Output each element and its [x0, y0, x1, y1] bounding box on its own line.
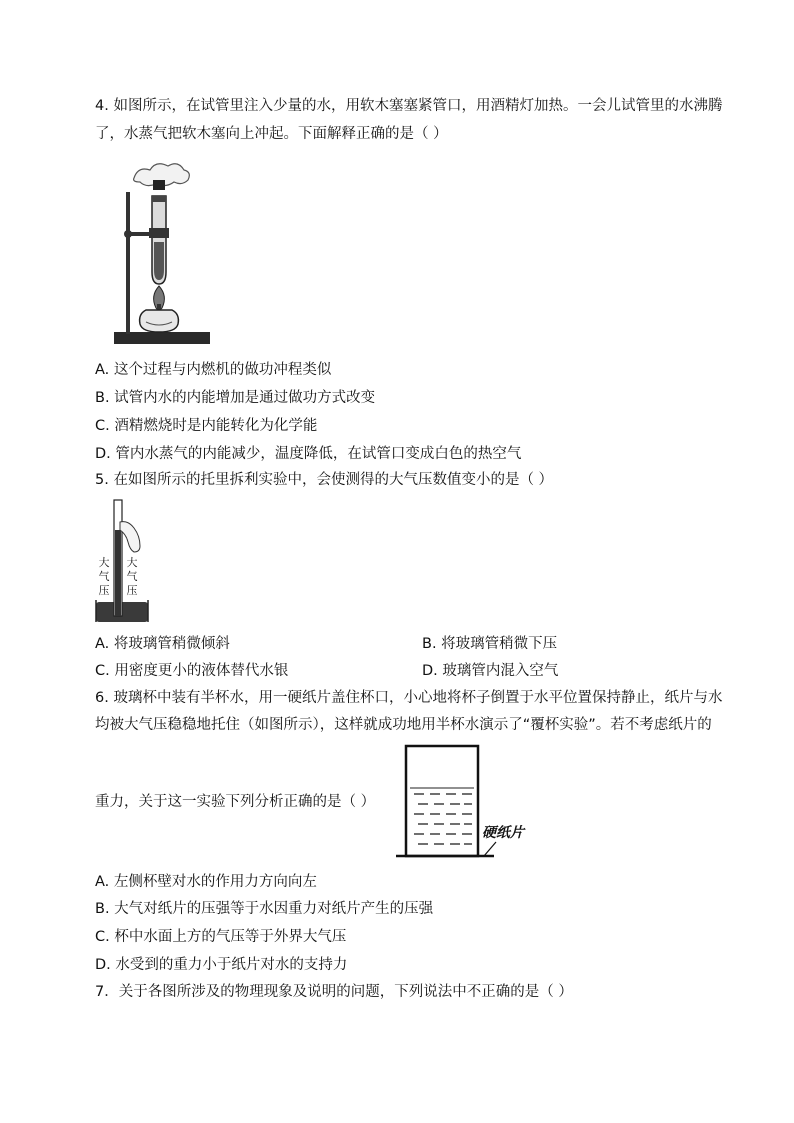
paper-card-label: 硬纸片	[482, 825, 524, 841]
q4-stem-line1: 4. 如图所示，在试管里注入少量的水，用软木塞塞紧管口，用酒精灯加热。一会儿试管里的水沸腾	[95, 98, 723, 114]
mercury-column	[115, 530, 121, 616]
q5-stem: 5. 在如图所示的托里拆利实验中，会使测得的大气压数值变小的是（ ）	[95, 472, 554, 488]
alcohol-lamp	[140, 310, 179, 332]
water-in-tube	[154, 242, 164, 280]
cork	[153, 180, 165, 190]
q5-option-d: D. 玻璃管内混入空气	[422, 663, 559, 679]
q6-inverted-cup-figure	[394, 744, 544, 866]
q6-option-d: D. 水受到的重力小于纸片对水的支持力	[95, 957, 348, 973]
clamp-holder	[149, 228, 169, 238]
cup	[406, 746, 478, 856]
atmospheric-pressure-label-left: 大气压	[98, 556, 110, 597]
q4-option-c: C. 酒精燃烧时是内能转化为化学能	[95, 418, 318, 434]
q6-option-c: C. 杯中水面上方的气压等于外界大气压	[95, 929, 347, 945]
q5-option-b: B. 将玻璃管稍微下压	[422, 636, 558, 652]
q4-option-d: D. 管内水蒸气的内能减少，温度降低，在试管口变成白色的热空气	[95, 446, 522, 462]
atmospheric-pressure-label-right: 大气压	[126, 556, 138, 597]
stand-rod	[126, 192, 130, 334]
q6-stem-line1: 6. 玻璃杯中装有半杯水，用一硬纸片盖住杯口，小心地将杯子倒置于水平位置保持静止，纸片与水	[95, 690, 723, 706]
test-tube-heating-illustration	[112, 160, 212, 352]
inverted-cup-illustration	[394, 744, 544, 866]
q4-stem-line2: 了，水蒸气把软木塞向上冲起。下面解释正确的是（ ）	[95, 126, 448, 142]
q5-torricelli-figure	[94, 496, 154, 626]
q7-stem: 7．关于各图所涉及的物理现象及说明的问题，下列说法中不正确的是（ ）	[95, 984, 573, 1000]
q6-stem-line2: 均被大气压稳稳地托住（如图所示），这样就成功地用半杯水演示了“覆杯实验”。若不考虑纸片的	[95, 717, 712, 733]
q5-option-c: C. 用密度更小的液体替代水银	[95, 663, 289, 679]
q5-option-a: A. 将玻璃管稍微倾斜	[95, 636, 230, 652]
q4-option-b: B. 试管内水的内能增加是通过做功方式改变	[95, 390, 376, 406]
q6-stem-line3: 重力，关于这一实验下列分析正确的是（ ）	[95, 794, 376, 810]
q6-option-b: B. 大气对纸片的压强等于水因重力对纸片产生的压强	[95, 901, 434, 917]
q4-option-a: A. 这个过程与内燃机的做功冲程类似	[95, 362, 332, 378]
q4-test-tube-figure	[112, 160, 212, 356]
hand	[120, 522, 140, 552]
q6-option-a: A. 左侧杯壁对水的作用力方向向左	[95, 874, 317, 890]
